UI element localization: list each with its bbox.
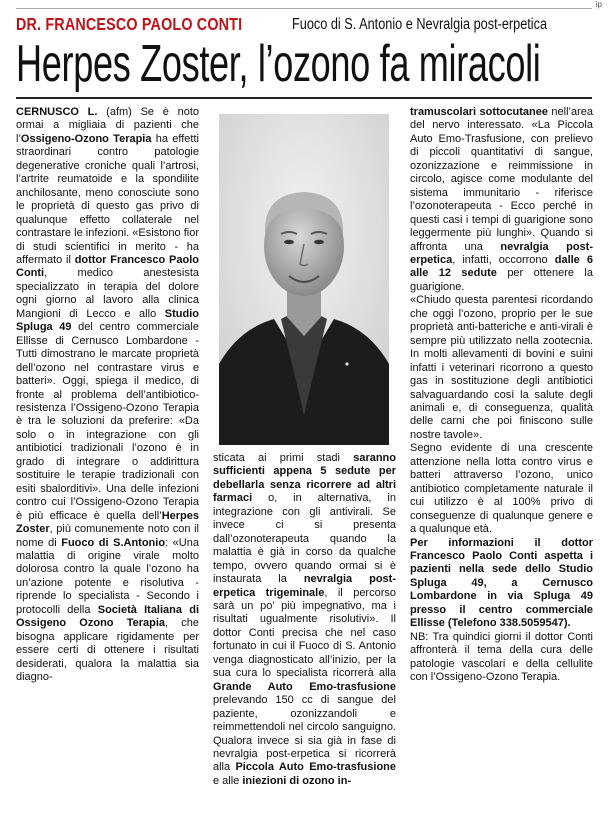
headline-rule xyxy=(16,97,592,99)
portrait-illustration xyxy=(219,114,389,445)
text-bold: tramuscolari sottocutanee xyxy=(410,106,548,118)
text-run: (afm) Se è noto ormai a migliaia di pazienti che l’ xyxy=(16,106,199,145)
text-run: , infatti, occorrono xyxy=(452,253,555,266)
text-run: del centro commerciale Ellisse di Cernusco Lombardone - Tutti dimostrano le marcate proprietà dell’ozono nel contrastare virus e batteri». Oggi, spiega il medico, di fronte al problema dell’antibiotico-resistenza l’Ossigeno-Ozono Terapia è tra le soluzioni da preferire: «Da solo o in integrazione con gli antibiotici tradizionali l’ozono è in grado di integrare o addirittura sostituire le terapie tradizionali con esiti sbalorditivi». Una delle infezioni contro cui l’Ossigeno-Ozono Terapia è più efficace è quella dell’ xyxy=(16,321,199,522)
text-run: nell’area del nervo interessato. «La Piccola Auto Emo-Trasfusione, con prelievo di piccoli quantitativi di sangue, ozonizzazione e reimmissione in circolo, agisce come modulante del sistema immunitario - riferisce l’ozonoterapeuta - Ecco perché in questi casi i tempi di guarigione sono leggermente più lunghi». Quando si affronta una xyxy=(410,106,593,253)
text-bold: nevralgia post-erpetica xyxy=(410,240,593,266)
text-bold: Società Italiana di Ossigeno Ozono Terapia xyxy=(16,603,200,630)
text-run: , il percorso sarà un po’ più impegnativo, ma i risultati ugualmente risolutivi». Il dottor Conti precisa che nel caso fortunato in cui il Fuoco di S. Antonio venga diagnosticato all’inizio, per la sua cura lo specialista ricorrerà alla xyxy=(213,586,396,680)
note-paragraph: NB: Tra quindici giorni il dottor Conti affronterà il tema della cura delle patologie vascolari e della cellulite con l’Ossigeno-Ozono Terapia. xyxy=(410,630,593,684)
text-run: sticata ai primi stadi xyxy=(213,452,354,464)
author-name: DR. FRANCESCO PAOLO CONTI xyxy=(16,14,243,34)
text-bold: Herpes Zoster xyxy=(16,509,199,536)
article-topic: Fuoco di S. Antonio e Nevralgia post-erpetica xyxy=(292,16,548,33)
paragraph xyxy=(410,106,593,294)
text-bold: Studio Spluga 49 xyxy=(16,307,199,334)
text-bold: Fuoco di S.Antonio xyxy=(61,536,166,549)
text-bold: iniezioni di ozono in- xyxy=(242,774,352,787)
text-run: , medico anestesista specializzato in terapia del dolore ogni giorno al lavoro alla clinica Mangioni di Lecco e allo xyxy=(16,267,199,320)
text-bold: Piccola Auto Emo-trasfusione xyxy=(235,761,396,774)
text-column-3 xyxy=(410,106,593,824)
text-run: , più comunemente noto con il nome di xyxy=(16,523,199,549)
portrait-photo xyxy=(219,114,389,445)
text-bold: Ossigeno-Ozono Terapia xyxy=(20,132,152,145)
kicker-bar xyxy=(16,14,592,36)
text-run: , che bisogna applicare rigidamente per essere certi di ottenere i risultati desiderati, qualora la malattia sia diagno- xyxy=(16,617,199,684)
dateline: CERNUSCO L. xyxy=(16,106,98,118)
text-run: e alle xyxy=(213,774,243,787)
paragraph: «Chiudo questa parentesi ricordando che oggi l’ozono, proprio per le sue proprietà anti-batteriche e anti-virali è sempre più utilizzato nella zootecnia. In molti allevamenti di bovini e suini infatti i veterinari ricorrono a questo gas in sostituzione degli antibiotici salvaguardando così la salute degli animali e, di conseguenza, qualità delle carni che poi finiscono sulle nostre tavole». xyxy=(410,294,593,441)
contact-paragraph: Per informazioni il dottor Francesco Paolo Conti aspetta i pazienti nella sede dello Studio Spluga 49, a Cernusco Lombardone in via Spluga 49 presso il centro commerciale Ellisse (Telefono 338.5059547). xyxy=(410,536,593,630)
text-bold: dottor Francesco Paolo Conti xyxy=(16,253,199,280)
text-run: per ottenere la guarigione. xyxy=(410,267,593,293)
headline: Herpes Zoster, l’ozono fa miracoli xyxy=(16,35,541,93)
paragraph xyxy=(213,452,396,788)
text-column-1 xyxy=(16,106,199,824)
text-bold: dalle 6 alle 12 sedute xyxy=(410,253,593,280)
text-bold: saranno sufficienti appena 5 sedute per debellarla senza ricorrere ad altri farmaci xyxy=(213,452,396,505)
paragraph xyxy=(16,106,199,684)
page-number: ip xyxy=(595,0,602,9)
text-run: o, in alternativa, in integrazione con gli antivirali. Se invece ci si presenta dall’ozonoterapeuta quando la malattia è già in corso da qualche tempo, ovvero quando ormai si è instaurata la xyxy=(213,492,396,586)
paragraph: Segno evidente di una crescente attenzione nella lotta contro virus e batteri attraverso l’ozono, unico antibiotico completamente naturale il cui utilizzo è al 100% privo di conseguenze di qualunque genere e a qualunque età. xyxy=(410,442,593,536)
text-column-2 xyxy=(213,452,396,824)
text-bold: Grande Auto Emo-trasfusione xyxy=(213,680,396,693)
top-divider xyxy=(16,8,592,9)
text-run: ha effetti straordinari contro patologie degenerative croniche quali l’artrosi, l’artrite reumatoide e la spondilite anchilosante, meno conosciute sono le proprietà di questo gas privo di qualunque effetto collaterale nel contrastare le infezioni. «Esistono fior di studi scientifici in merito - ha affermato il xyxy=(16,132,199,266)
text-run: : «Una malattia di origine virale molto dolorosa contro la quale l’ozono ha un’azione potente e risolutiva - riprende lo specialista - Secondo i protocolli della xyxy=(16,536,199,616)
text-run: prelevando 150 cc di sangue del paziente, ozonizzandoli e reimmettendoli nel circolo sanguigno. Qualora invece si sia già in fase di nevralgia post-erpetica si ricorrerà alla xyxy=(213,694,396,774)
text-bold: nevralgia post-erpetica trigeminale xyxy=(213,573,396,599)
